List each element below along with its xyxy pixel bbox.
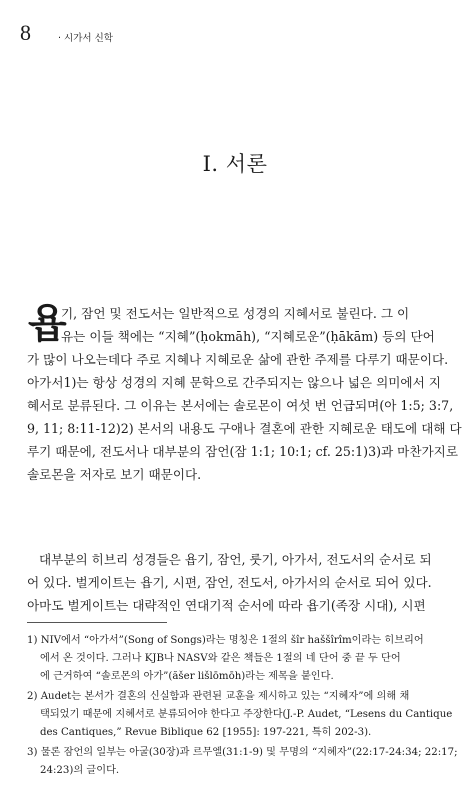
paragraph-canon-order (27, 548, 447, 617)
text-line: 아마도 벌게이트는 대략적인 연대기적 순서에 따라 욥기(족장 시대), 시편 (27, 598, 426, 613)
footnote-line: 택되었기 때문에 지혜서로 분류되어야 한다고 주장한다(J.-P. Audet, “Lesens du Cantique (40, 709, 453, 720)
footnote-line: 에 근거하여 “솔로몬의 아가”(ăšer lišlōmōh)라는 제목을 붙인다. (40, 671, 334, 682)
footnote-line: 1) NIV에서 “아가서”(Song of Songs)라는 명칭은 1절의 šîr haššîrîm이라는 히브리어 (27, 635, 424, 646)
text-line: 기, 잠언 및 전도서는 일반적으로 성경의 지혜서로 불린다. 그 이 (61, 306, 410, 321)
chapter-title: I. 서론 (202, 152, 268, 176)
text-line: 아가서1)는 항상 성경의 지혜 문학으로 간주되지는 않으나 넓은 의미에서 지 (27, 375, 441, 390)
text-line: 가 많이 나오는데다 주로 지혜나 지혜로운 삶에 관한 주제를 다루기 때문이다. (27, 352, 449, 367)
drop-cap: 욥 (28, 300, 67, 347)
footnote-line: des Cantiques,” Revue Biblique 62 [1955]: 197-221, 특히 202-3). (40, 727, 372, 738)
running-title: · 시가서 신학 (58, 33, 113, 44)
footnote-line: 3) 물론 잠언의 일부는 아굴(30장)과 르무엘(31:1-9) 및 무명의 “지혜자”(22:17-24:34; 22:17; (27, 747, 458, 758)
text-line: 대부분의 히브리 성경들은 욥기, 잠언, 룻기, 아가서, 전도서의 순서로 되 (39, 552, 432, 567)
text-line: 솔로몬을 저자로 보기 때문이다. (27, 467, 202, 482)
text-line: 어 있다. 벌게이트는 욥기, 시편, 잠언, 전도서, 아가서의 순서로 되어 있다. (27, 575, 432, 590)
text-line: 유는 이들 책에는 “지혜”(ḥokmāh), “지혜로운”(ḥākām) 등의 단어 (61, 329, 435, 344)
text-line: 혜서로 분류된다. 그 이유는 본서에는 솔로몬이 여섯 번 언급되며(아 1:5; 3:7, (27, 398, 454, 413)
page-number: 8 (20, 20, 31, 45)
footnote-line: 2) Audet는 본서가 결혼의 신실함과 관련된 교훈을 제시하고 있는 “지혜자”에 의해 채 (27, 691, 410, 702)
footnote-2 (27, 688, 452, 742)
text-line: 9, 11; 8:11-12)2) 본서의 내용도 구애나 결혼에 관한 지혜로운 태도에 대해 다 (27, 421, 462, 436)
footnote-line: 24:23)의 글이다. (40, 765, 120, 776)
footnote-line: 에서 온 것이다. 그러나 KJB나 NASV와 같은 책들은 1절의 네 단어 중 끝 두 단어 (40, 653, 401, 664)
footnote-3 (27, 744, 458, 780)
footnote-1 (27, 632, 452, 686)
paragraph-intro (27, 302, 462, 486)
text-line: 루기 때문에, 전도서나 대부분의 잠언(잠 1:1; 10:1; cf. 25:1)3)과 마찬가지로 (27, 444, 459, 459)
footnote-divider (27, 622, 167, 623)
